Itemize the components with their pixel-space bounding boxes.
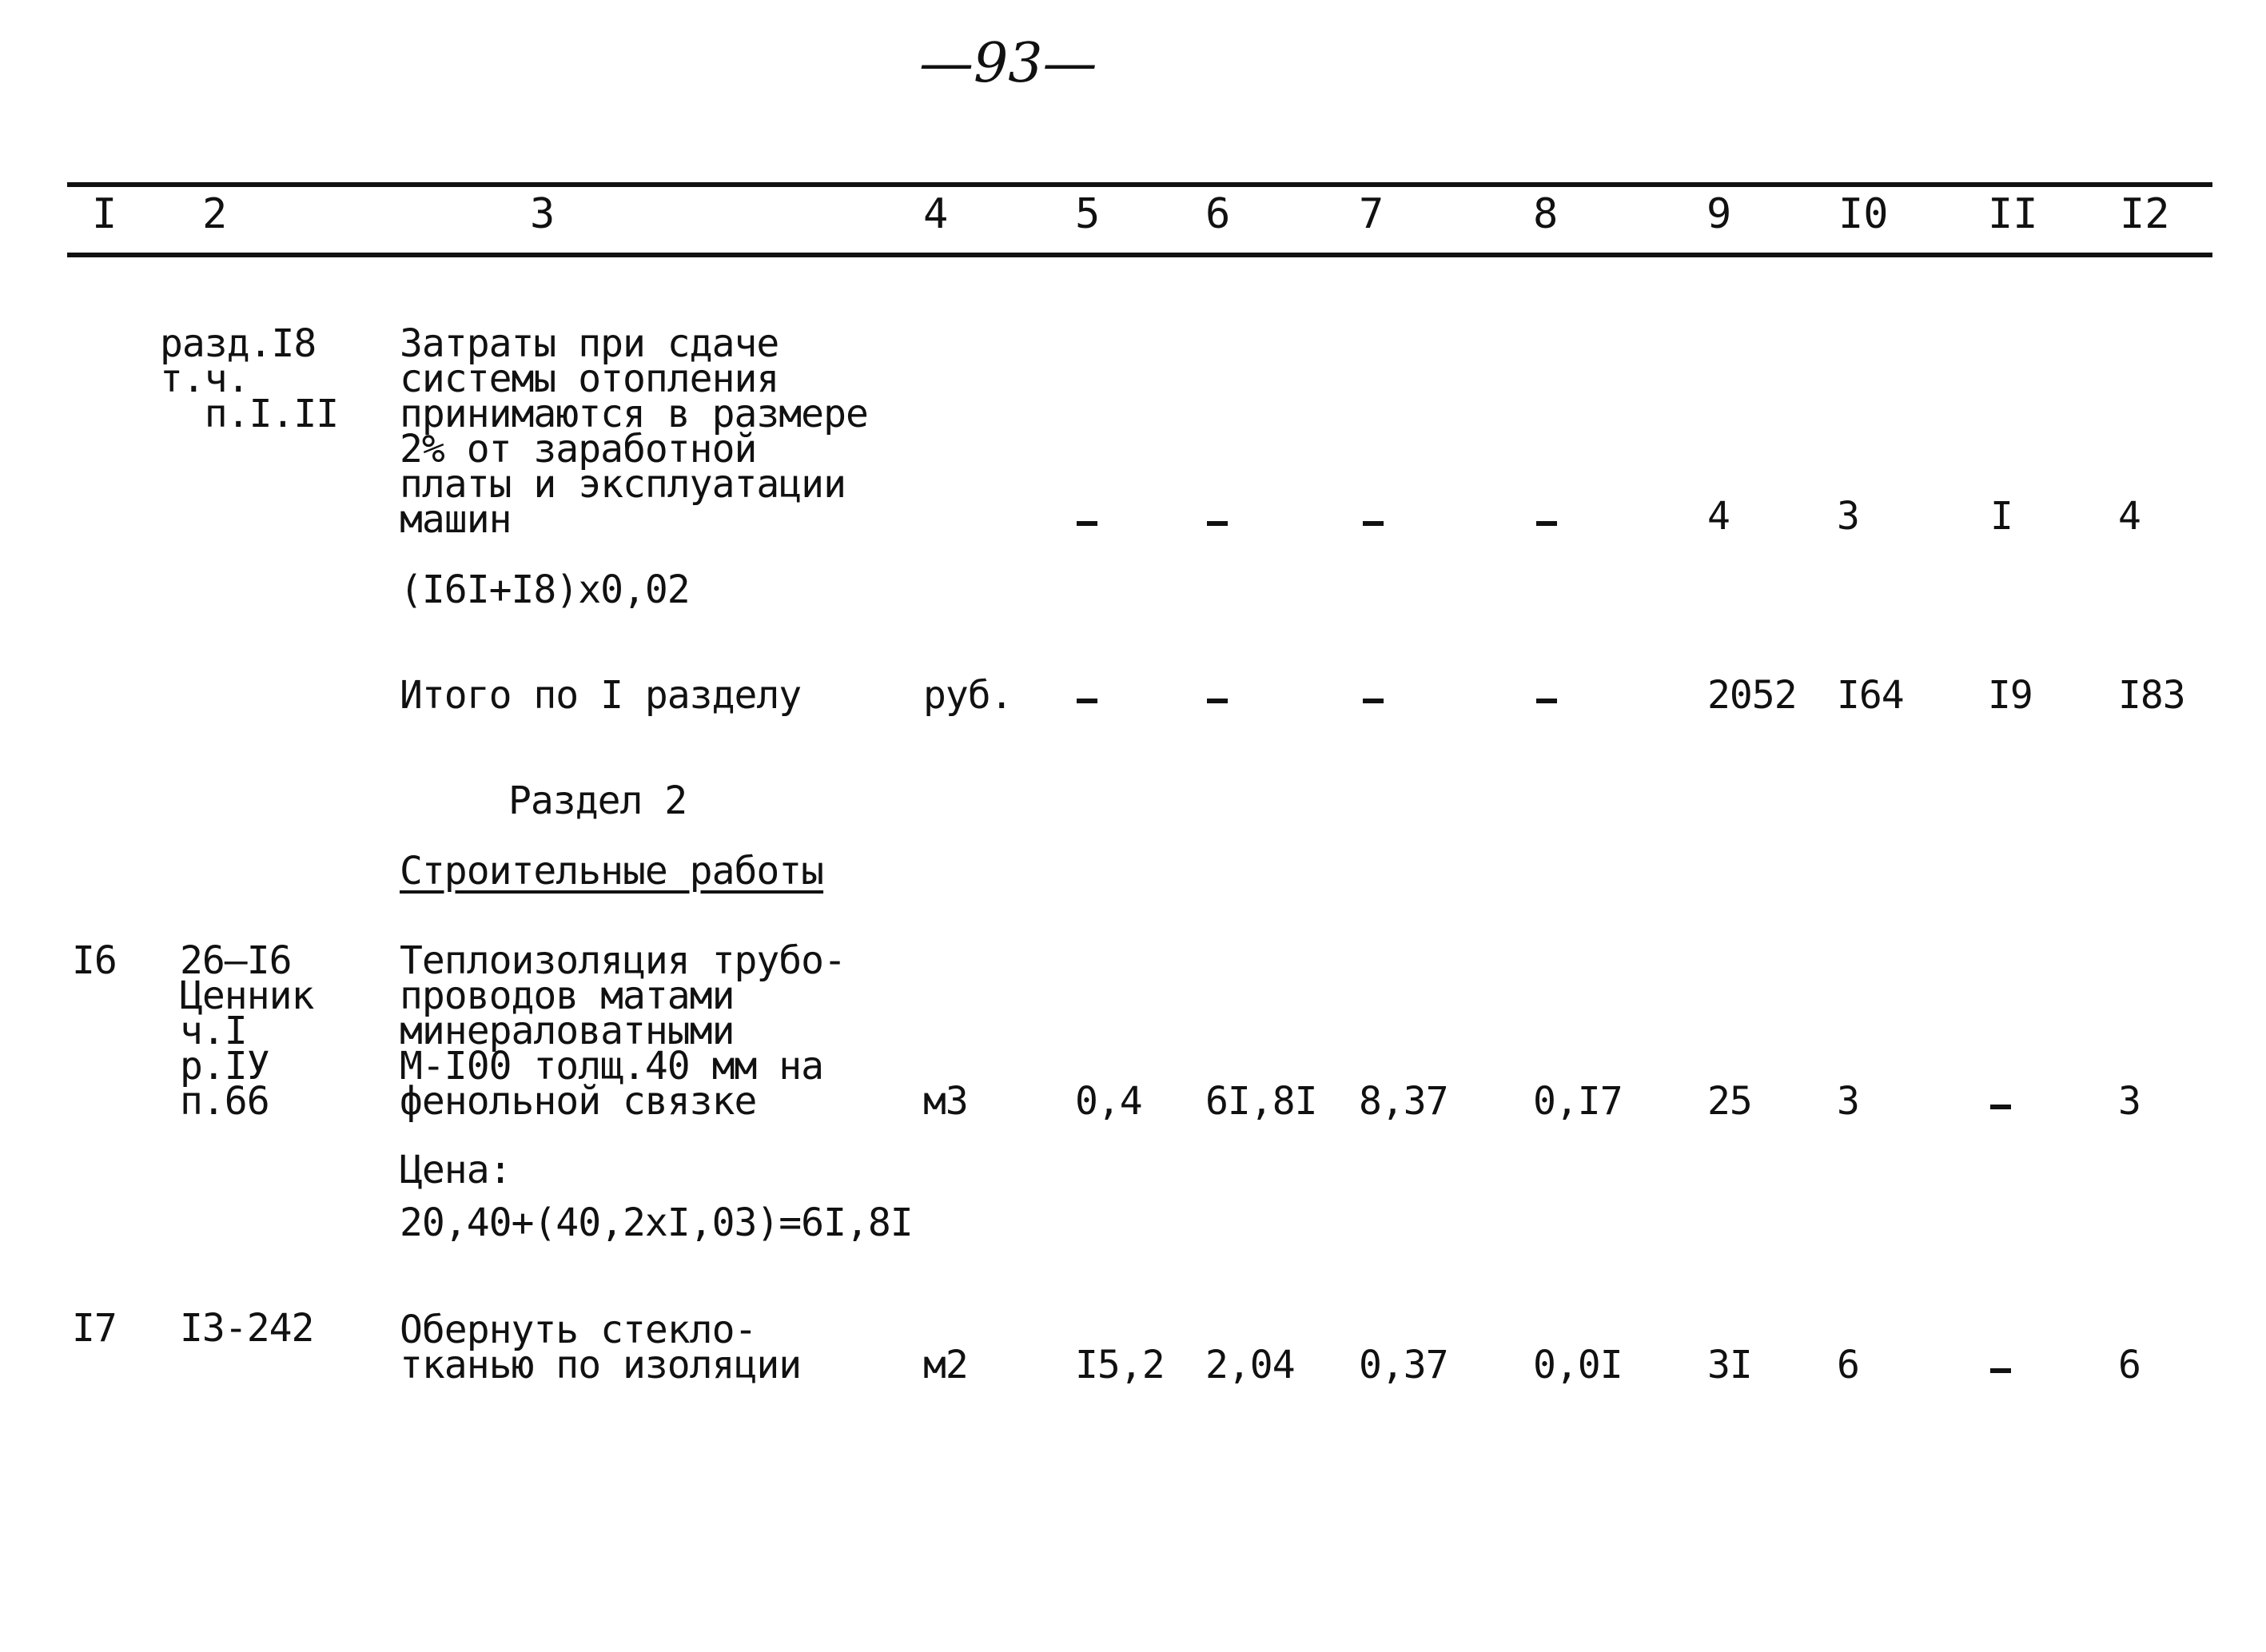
cell-col7: 8,37 bbox=[1359, 1079, 1448, 1124]
ref-line: р.IУ bbox=[180, 1044, 269, 1089]
empty-dash bbox=[1536, 699, 1557, 703]
desc-line: М-I00 толщ.40 мм на bbox=[400, 1044, 824, 1089]
cell-col12: 3 bbox=[2118, 1079, 2141, 1124]
col-header-7: 7 bbox=[1359, 190, 1384, 238]
desc-line: 2% от заработной bbox=[400, 427, 757, 472]
empty-dash bbox=[1207, 521, 1228, 526]
section-subtitle: Строительные работы bbox=[400, 849, 824, 894]
page-number: —93— bbox=[919, 32, 1097, 95]
desc-line: минераловатными bbox=[400, 1009, 735, 1053]
cell-unit: м2 bbox=[923, 1343, 968, 1387]
ref-line: ч.I bbox=[180, 1009, 247, 1053]
ref-line: Ценник bbox=[180, 973, 314, 1018]
ref-line: 26–I6 bbox=[180, 938, 292, 983]
cell-col10: 3 bbox=[1837, 494, 1859, 539]
cell-col12: 4 bbox=[2118, 494, 2141, 539]
row-number: I7 bbox=[72, 1306, 117, 1351]
col-header-5: 5 bbox=[1075, 190, 1101, 238]
cell-col8: 0,I7 bbox=[1533, 1079, 1623, 1124]
cell-col9: 4 bbox=[1707, 494, 1730, 539]
desc-line: проводов матами bbox=[400, 973, 735, 1018]
cell-col10: 3 bbox=[1837, 1079, 1859, 1124]
row-number: I6 bbox=[72, 938, 117, 983]
col-header-4: 4 bbox=[923, 190, 949, 238]
header-top-rule bbox=[67, 182, 2212, 187]
empty-dash bbox=[1207, 699, 1228, 703]
col-header-11: II bbox=[1988, 190, 2038, 238]
cell-col6: 6I,8I bbox=[1205, 1079, 1317, 1124]
total-label: Итого по I разделу bbox=[400, 673, 802, 718]
cell-col9: 3I bbox=[1707, 1343, 1752, 1387]
desc-line: платы и эксплуатации bbox=[400, 462, 846, 507]
cell-col5: 0,4 bbox=[1075, 1079, 1142, 1124]
desc-line: Затраты при сдаче bbox=[400, 321, 779, 366]
desc-line: системы отопления bbox=[400, 356, 779, 401]
cell-col7: 0,37 bbox=[1359, 1343, 1448, 1387]
total-col11: I9 bbox=[1988, 673, 2033, 718]
cell-col11: I bbox=[1990, 494, 2013, 539]
section-title: Раздел 2 bbox=[508, 778, 687, 823]
ref-line: I3-242 bbox=[180, 1306, 314, 1351]
desc-line: Обернуть стекло- bbox=[400, 1308, 757, 1352]
total-col12: I83 bbox=[2118, 673, 2185, 718]
empty-dash bbox=[1077, 699, 1097, 703]
ref-line: т.ч. bbox=[160, 356, 249, 401]
desc-line: фенольной связке bbox=[400, 1079, 757, 1124]
desc-line: принимаются в размере bbox=[400, 392, 868, 436]
desc-line: машин bbox=[400, 497, 512, 542]
formula: (I6I+I8)x0,02 bbox=[400, 567, 690, 612]
col-header-12: I2 bbox=[2120, 190, 2170, 238]
desc-line: Теплоизоляция трубо- bbox=[400, 938, 846, 983]
empty-dash bbox=[1990, 1105, 2011, 1109]
desc-line: тканью по изоляции bbox=[400, 1343, 802, 1387]
col-header-3: 3 bbox=[530, 190, 556, 238]
ref-line: п.I.II bbox=[160, 392, 339, 436]
total-unit: руб. bbox=[923, 673, 1013, 718]
col-header-2: 2 bbox=[202, 190, 228, 238]
cell-col9: 25 bbox=[1707, 1079, 1752, 1124]
cell-unit: м3 bbox=[923, 1079, 968, 1124]
col-header-10: I0 bbox=[1838, 190, 1889, 238]
cell-col5: I5,2 bbox=[1075, 1343, 1165, 1387]
price-label: Цена: bbox=[400, 1148, 512, 1192]
empty-dash bbox=[1363, 699, 1384, 703]
cell-col12: 6 bbox=[2118, 1343, 2141, 1387]
empty-dash bbox=[1077, 521, 1097, 526]
col-header-8: 8 bbox=[1533, 190, 1559, 238]
cell-col10: 6 bbox=[1837, 1343, 1859, 1387]
col-header-9: 9 bbox=[1706, 190, 1732, 238]
col-header-1: I bbox=[92, 190, 117, 238]
ref-line: п.66 bbox=[180, 1079, 269, 1124]
col-header-6: 6 bbox=[1205, 190, 1231, 238]
header-bottom-rule bbox=[67, 253, 2212, 257]
empty-dash bbox=[1990, 1368, 2011, 1373]
empty-dash bbox=[1536, 521, 1557, 526]
ref-line: разд.I8 bbox=[160, 321, 317, 366]
cell-col6: 2,04 bbox=[1205, 1343, 1295, 1387]
total-col9: 2052 bbox=[1707, 673, 1797, 718]
total-col10: I64 bbox=[1837, 673, 1904, 718]
empty-dash bbox=[1363, 521, 1384, 526]
price-formula: 20,40+(40,2xI,03)=6I,8I bbox=[400, 1200, 913, 1245]
cell-col8: 0,0I bbox=[1533, 1343, 1623, 1387]
